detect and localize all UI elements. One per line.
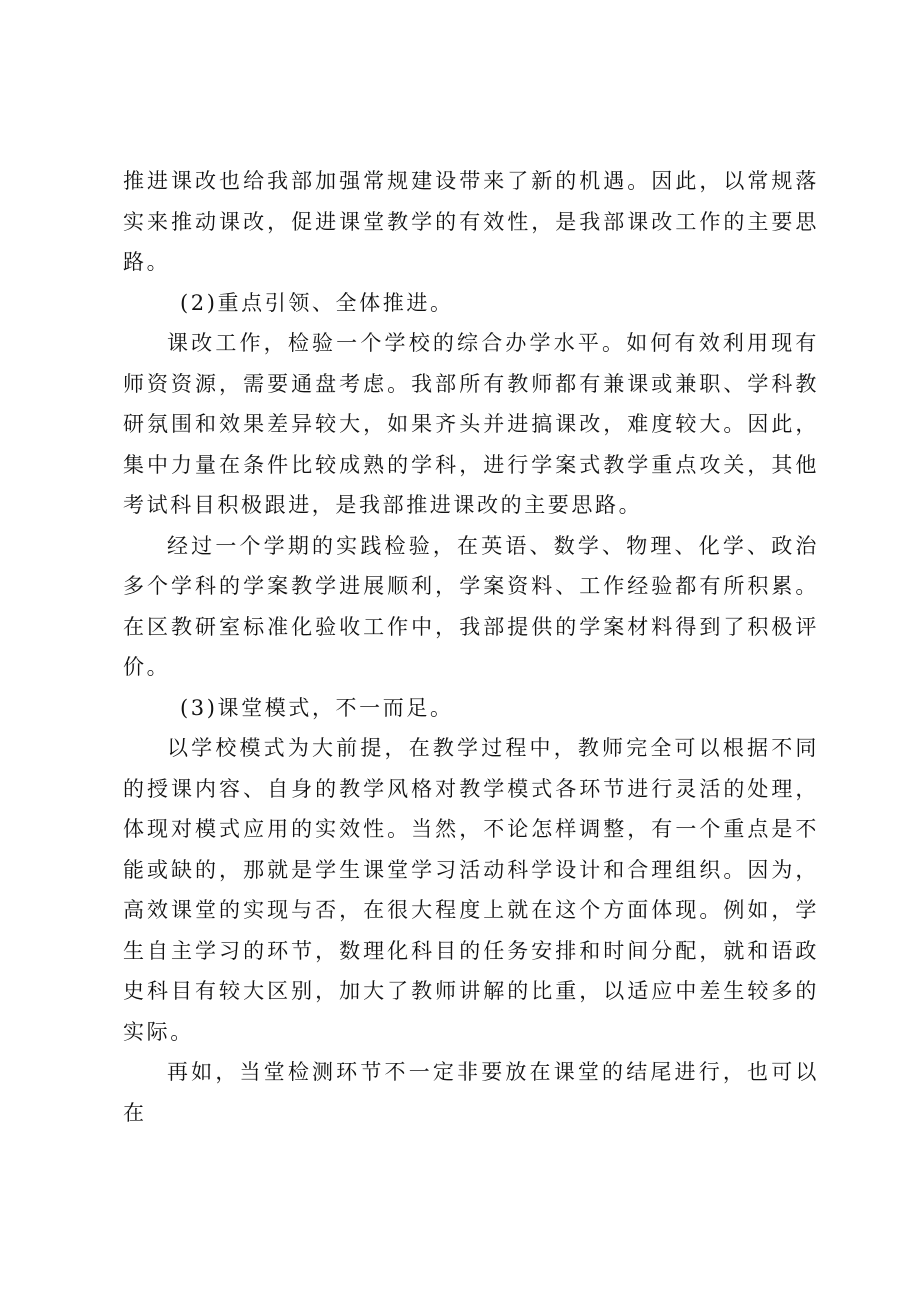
paragraph-in-class-test: 再如，当堂检测环节不一定非要放在课堂的结尾进行，也可以在 [123,1060,819,1125]
paragraph-classroom-mode: 以学校模式为大前提，在教学过程中，教师完全可以根据不同的授课内容、自身的教学风格对教学模式各环节进行灵活的处理，体现对模式应用的实效性。当然，不论怎样调整，有一个重点是不能或缺的，那就是学生课堂学习活动科学设计和合理组织。因为，高效课堂的实现与否，在很大程度上就在这个方面体现。例如，学生自主学习的环节，数理化科目的任务安排和时间分配，就和语政史科目有较大区别，加大了教师讲解的比重，以适应中差生较多的实际。 [123,736,819,1044]
section-heading-3: (3)课堂模式，不一而足。 [180,695,454,720]
paragraph-practice-results: 经过一个学期的实践检验，在英语、数学、物理、化学、政治多个学科的学案教学进展顺利，学案资料、工作经验都有所积累。在区教研室标准化验收工作中，我部提供的学案材料得到了积极评价。 [123,533,819,679]
paragraph-course-reform: 课改工作，检验一个学校的综合办学水平。如何有效利用现有师资资源，需要通盘考虑。我部所有教师都有兼课或兼职、学科教研氛围和效果差异较大，如果齐头并进搞课改，难度较大。因此，集中力量在条件比较成熟的学科，进行学案式教学重点攻关，其他考试科目积极跟进，是我部推进课改的主要思路。 [123,331,819,517]
document-body [123,161,819,1133]
section-heading-2: (2)重点引领、全体推进。 [180,290,454,315]
paragraph-continuation: 推进课改也给我部加强常规建设带来了新的机遇。因此，以常规落实来推动课改，促进课堂教学的有效性，是我部课改工作的主要思路。 [123,169,819,274]
